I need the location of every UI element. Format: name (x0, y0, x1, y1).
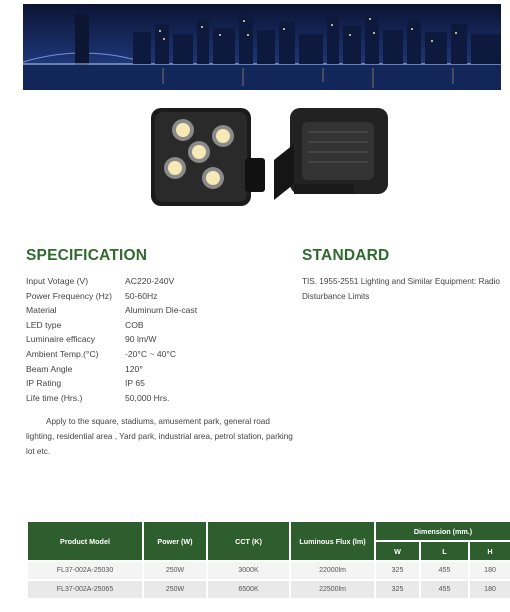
header-l: L (421, 542, 468, 560)
spec-label: Luminaire efficacy (26, 334, 96, 345)
spec-row (26, 391, 286, 406)
header-cct: CCT (K) (208, 522, 289, 560)
header-h: H (470, 542, 510, 560)
spec-row (26, 362, 286, 377)
header-power: Power (W) (144, 522, 206, 560)
spec-label: Power Frequency (Hz) (26, 290, 112, 301)
cell-cct: 6500K (208, 581, 289, 598)
spec-label: Material (26, 305, 57, 316)
specification-list (26, 274, 286, 405)
spec-label: IP Rating (26, 378, 62, 389)
spec-label: Beam Angle (26, 363, 73, 374)
spec-row (26, 289, 286, 304)
header-luminous-flux: Luminous Flux (lm) (291, 522, 374, 560)
spec-value: 50-60Hz (125, 290, 158, 301)
spec-label: Life time (Hrs.) (26, 392, 83, 403)
skyline-illustration (23, 4, 501, 90)
specification-heading: SPECIFICATION (26, 247, 148, 264)
spec-label: Ambient Temp.(°C) (26, 348, 99, 359)
cell-cct: 3000K (208, 562, 289, 579)
spec-label: LED type (26, 319, 62, 330)
standard-text: TIS. 1955-2551 Lighting and Similar Equipment: Radio Disturbance Limits (302, 277, 500, 301)
cell-model: FL37-002A-25065 (28, 581, 142, 598)
spec-label: Input Votage (V) (26, 276, 89, 286)
cell-h: 180 (470, 562, 510, 579)
cell-w: 325 (376, 581, 419, 598)
header-dimension: Dimension (mm.) (376, 522, 510, 540)
product-table (26, 520, 510, 600)
cell-w: 325 (376, 562, 419, 579)
spec-value: IP 65 (125, 378, 145, 389)
cell-l: 455 (421, 562, 468, 579)
spec-row (26, 318, 286, 333)
header-w: W (376, 542, 419, 560)
cell-model: FL37-002A-25030 (28, 562, 142, 579)
standard-heading: STANDARD (302, 247, 390, 264)
cell-power: 250W (144, 562, 206, 579)
city-skyline-banner (23, 4, 501, 90)
spec-value: 120° (125, 363, 143, 374)
cell-h: 180 (470, 581, 510, 598)
spec-row (26, 303, 286, 318)
spec-value: 50,000 Hrs. (125, 392, 170, 403)
spec-value: Aluminum Die-cast (125, 305, 198, 316)
table-row (28, 562, 510, 579)
spec-row (26, 347, 286, 362)
application-paragraph: Apply to the square, stadiums, amusement park, general road lighting, residential area , Yard park, industrial area, petrol station, parking lot etc. (26, 417, 293, 456)
spec-value: COB (125, 319, 144, 330)
cell-power: 250W (144, 581, 206, 598)
cell-flux: 22500lm (291, 581, 374, 598)
spec-row (26, 376, 286, 391)
floodlight-back-image (272, 104, 397, 210)
table-row (28, 581, 510, 598)
floodlight-front-image (145, 102, 269, 212)
spec-row (26, 274, 286, 289)
cell-l: 455 (421, 581, 468, 598)
spec-value: 90 lm/W (125, 334, 157, 345)
header-product-model: Product Model (28, 522, 142, 560)
spec-value: -20°C ~ 40°C (125, 348, 177, 359)
spec-row (26, 332, 286, 347)
cell-flux: 22000lm (291, 562, 374, 579)
spec-value: AC220-240V (125, 276, 175, 286)
